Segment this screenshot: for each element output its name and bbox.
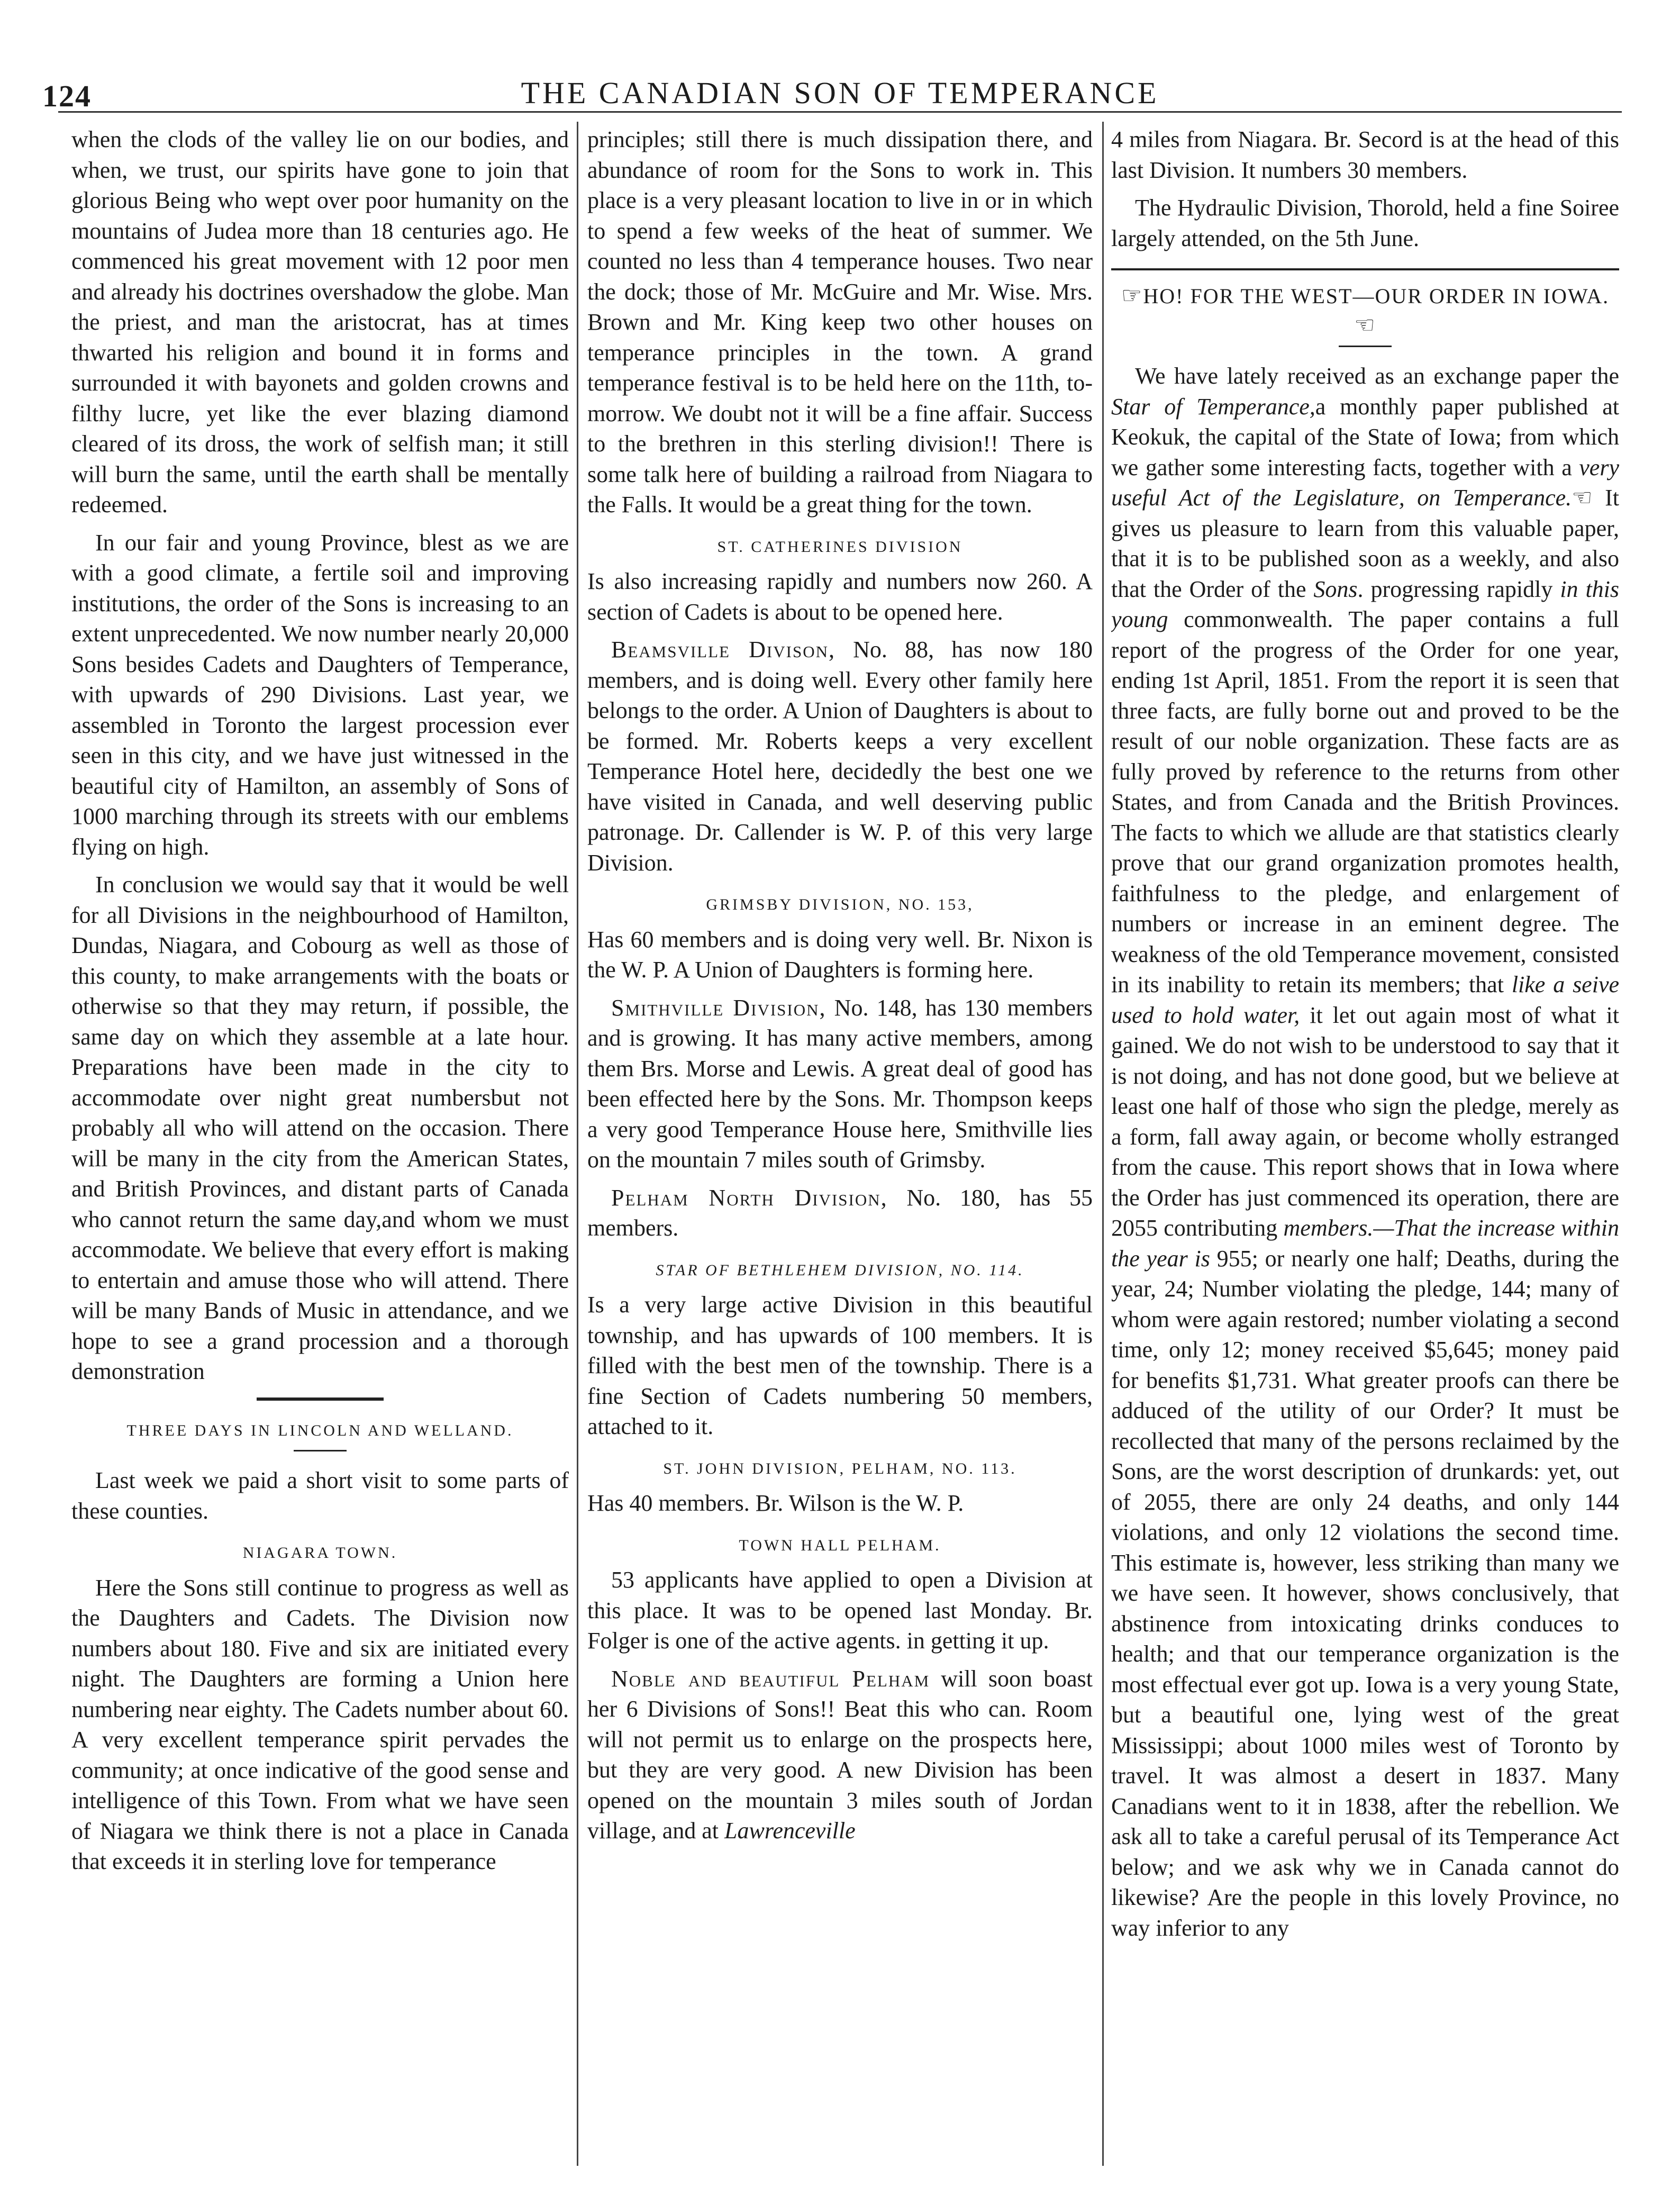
paragraph — [587, 634, 1093, 878]
paragraph-text: No. 148, has 130 members and is growing. It has many active members, among them Brs. Morse and Lewis. A great deal of good has been effected here by the Sons. Mr. Thompson keeps a very good Temperance House here, Smithville lies on the mountain 7 miles south of Grimsby. — [587, 994, 1093, 1173]
section-heading-three-days: THREE DAYS IN LINCOLN AND WELLAND. — [126, 1421, 514, 1439]
division-name: Pelham North Division, — [611, 1184, 888, 1211]
pointing-hand-left-icon: ☜ — [1572, 485, 1593, 511]
paragraph: Is a very large active Division in this beautiful township, and has upwards of 100 members. It is filled with the best men of the township. There is a fine Section of Cadets numbering 50 members, attached to it. — [587, 1292, 1093, 1439]
paragraph: In our fair and young Province, blest as we are with a good climate, a fertile soil and improving institutions, the order of the Sons is increasing to an extent unprecedented. We now number nearly 20,000 Sons besides Cadets and Daughters of Temperance, with upwards of 290 Divisions. Last year, we assembled in Toronto the largest procession ever seen in this city, and we have just witnessed in the beautiful city of Hamilton, an assembly of Sons of 1000 marching through its streets with our emblems flying on high. — [71, 529, 569, 860]
pointing-hand-right-icon: ☞ — [1121, 283, 1143, 308]
column-rule-2 — [1102, 122, 1104, 2166]
division-name: Beamsville Divison, — [611, 637, 836, 663]
text-run: in this young — [1111, 576, 1619, 632]
paragraph — [587, 993, 1093, 1175]
paragraph: Here the Sons still continue to progress as well as the Daughters and Cadets. The Division now numbers about 180. Five and six are initiated every night. The Daughters are forming a Union here numbering near eighty. The Cadets number about 60. A very excellent temperance spirit pervades the community; at once indicative of the good sense and intelligence of this Town. From what we have seen of Niagara we think there is not a place in Canada that exceeds it in sterling love for temperance — [71, 1574, 569, 1874]
text-run: Sons — [1313, 576, 1358, 602]
text-run: . progressing rapidly — [1357, 576, 1553, 602]
text-run: members.—That the increase within the year is — [1111, 1215, 1619, 1272]
section-divider — [294, 1450, 347, 1451]
text-run: commonwealth. The paper contains a full report of the progress of the Order for one year, ending 1st April, 1851. From the report it is seen that three facts, are fully borne out and proved to be the result of our noble organization. These facts are as fully proved by reference to the returns from other States, and from Canada and the British Provinces. The facts to which we allude are that statistics clearly prove that our grand organization promotes health, faithfulness to the pledge, and enlargement of numbers or increase in an eminent degree. The weakness of the old Temperance movement, consisted in its inability to retain its members; that — [1111, 606, 1619, 997]
paragraph — [587, 1183, 1093, 1244]
header-rule — [58, 111, 1622, 113]
section-heading-st-john: ST. JOHN DIVISION, PELHAM, NO. 113. — [663, 1459, 1017, 1477]
text-run: We have lately received as an exchange paper the — [1135, 363, 1619, 389]
paragraph: The Hydraulic Division, Thorold, held a fine Soiree largely attended, on the 5th June. — [1111, 195, 1619, 251]
pointing-hand-left-icon: ☜ — [1354, 312, 1376, 338]
section-heading-st-catherines: ST. CATHERINES DIVISION — [717, 538, 963, 556]
text-run: Temperance. — [1452, 485, 1572, 511]
section-heading-niagara: NIAGARA TOWN. — [242, 1544, 398, 1562]
section-divider — [257, 1397, 384, 1401]
text-run: it let out again most of what it gained. We do not wish to be understood to say that it is not doing, and has not done good, but we believe at least one half of those who sign the pledge, merely as a form, fall away again, or become wholly estranged from the cause. This report shows that in Iowa where the Order has just commenced its operation, there are 2055 contributing — [1111, 1002, 1619, 1241]
paragraph: when the clods of the valley lie on our bodies, and when, we trust, our spirits have gone to join that glorious Being who wept over poor humanity on the mountains of Judea more than 18 centuries ago. He commenced his great movement with 12 poor men and already his doctrines overshadow the globe. Man the priest, and man the aristocrat, has at times thwarted his religion and bound it in forms and surrounded it with bayonets and golden crowns and filthy lucre, yet like the ever blazing diamond cleared of its dross, the work of selfish man; it still will burn the same, until the earth shall be mentally redeemed. — [71, 126, 569, 518]
paragraph: In conclusion we would say that it would be well for all Divisions in the neighbourhood of Hamilton, Dundas, Niagara, and Cobourg as well as those of this county, to make arrangements with the boats or otherwise so that they may return, if possible, the same day on which they assemble at a late hour. Preparations have been made in the city to accommodate over night great numbersbut not probably all who will attend on the occasion. There will be many in the city from the American States, and British Provinces, and distant parts of Canada who cannot return the same day,and whom we must accommodate. We believe that every effort is making to entertain and amuse those who will attend. There will be many Bands of Music in attendance, and we hope to see a grand procession and a thorough demonstration — [71, 872, 569, 1384]
paragraph: principles; still there is much dissipation there, and abundance of room for the Sons to work in. This place is a very pleasant location to live in or in which to spend a few weeks of the heat of summer. We counted no less than 4 temperance houses. Two near the dock; those of Mr. McGuire and Mr. Wise. Mrs. Brown and Mr. King keep two other houses on temperance principles in the town. A grand temperance festival is to be held here on the 11th, to-morrow. We doubt not it will be a fine affair. Success to the brethren in this sterling division!! There is some talk here of building a railroad from Niagara to the Falls. It would be a great thing for the town. — [587, 126, 1093, 518]
paragraph — [587, 1664, 1093, 1846]
paragraph-text: No. 180, has 55 members. — [587, 1184, 1093, 1241]
text-run: 955; or nearly one half; Deaths, during the year, 24; Number violating the pledge, 144; many of whom were again restored; number violating a second time, only 12; money received $5,645; money paid for benefits $1,731. What greater proofs can there be adduced of the utility of our Order? It must be recollected that many of the persons reclaimed by the Sons, are the worst description of drunkards: yet, out of 2055, there are only 24 deaths, and only 144 violations, and only 12 violations the second time. This estimate is, however, less striking than many we we have seen. It however, shows conclusively, that abstinence from intoxicating drinks conduces to health; and that our temperance organization is the most effectual ever got up. Iowa is a very young State, but a beautiful one, lying west of the great Mississippi; about 1000 miles west of Toronto by travel. It was almost a desert in 1837. Many Canadians went to it in 1838, after the rebellion. We ask all to take a careful perusal of its Temperance Act below; and we ask why we in Canada cannot do likewise? Are the people in this lovely Province, no way inferior to any — [1111, 1245, 1619, 1941]
column-rule-1 — [577, 122, 578, 2166]
text-run: It gives us pleasure to learn from this valuable paper, that it is to be published soon as a weekly, and also that the Order of the — [1111, 485, 1619, 602]
section-heading-grimsby: GRIMSBY DIVISION, NO. 153, — [706, 896, 974, 913]
paragraph: Is also increasing rapidly and numbers now 260. A section of Cadets is about to be opened here. — [587, 568, 1093, 625]
text-run: very useful Act of the Legislature, on — [1111, 454, 1619, 511]
paragraph: Has 40 members. Br. Wilson is the W. P. — [587, 1490, 964, 1516]
headline-text: HO! FOR THE WEST—OUR ORDER IN IOWA. — [1143, 284, 1610, 308]
paragraph: Has 60 members and is doing very well. Br. Nixon is the W. P. A Union of Daughters is forming here. — [587, 926, 1093, 983]
newspaper-title: THE CANADIAN SON OF TEMPERANCE — [521, 76, 1159, 110]
section-divider — [1111, 268, 1619, 270]
section-heading-town-hall: TOWN HALL PELHAM. — [739, 1536, 941, 1554]
column-3 — [1111, 124, 1619, 2155]
section-heading-star-of-bethlehem: STAR OF BETHLEHEM DIVISION, NO. 114. — [656, 1261, 1024, 1279]
paragraph — [1111, 361, 1619, 1943]
paragraph: 53 applicants have applied to open a Division at this place. It was to be opened last Monday. Br. Folger is one of the active agents. in getting it up. — [587, 1567, 1093, 1654]
page-number: 124 — [42, 79, 92, 113]
column-1 — [71, 124, 569, 2155]
place-name: Lawrenceville — [724, 1818, 856, 1844]
page-header — [42, 63, 1638, 116]
paragraph: Last week we paid a short visit to some parts of these counties. — [71, 1467, 569, 1524]
paragraph-text: No. 88, has now 180 members, and is doing well. Every other family here belongs to the order. A Union of Daughters is about to be formed. Mr. Roberts keeps a very excellent Temperance Hotel here, decidedly the best one we have visited in Canada, and well deserving public patronage. Dr. Callender is W. P. of this very large Division. — [587, 637, 1093, 876]
paragraph: 4 miles from Niagara. Br. Secord is at the head of this last Division. It numbers 30 members. — [1111, 126, 1619, 183]
text-run: a monthly paper published at Keokuk, the capital of the State of Iowa; from which we gather some interesting facts, together with a — [1111, 393, 1619, 480]
article-headline — [1111, 281, 1619, 340]
column-2 — [587, 124, 1093, 2155]
text-run: like a seive used to hold water, — [1111, 972, 1619, 1028]
division-name: Noble and beautiful Pelham — [611, 1665, 930, 1692]
division-name: Smithville Division, — [611, 994, 827, 1021]
section-divider — [1339, 346, 1392, 347]
paragraph-text: will soon boast her 6 Divisions of Sons!! Beat this who can. Room will not permit us to enlarge on the prospects here, but they are very good. A new Division has been opened on the mountain 3 miles south of Jordan village, and at — [587, 1665, 1093, 1844]
publication-name: Star of Temperance, — [1111, 393, 1315, 420]
